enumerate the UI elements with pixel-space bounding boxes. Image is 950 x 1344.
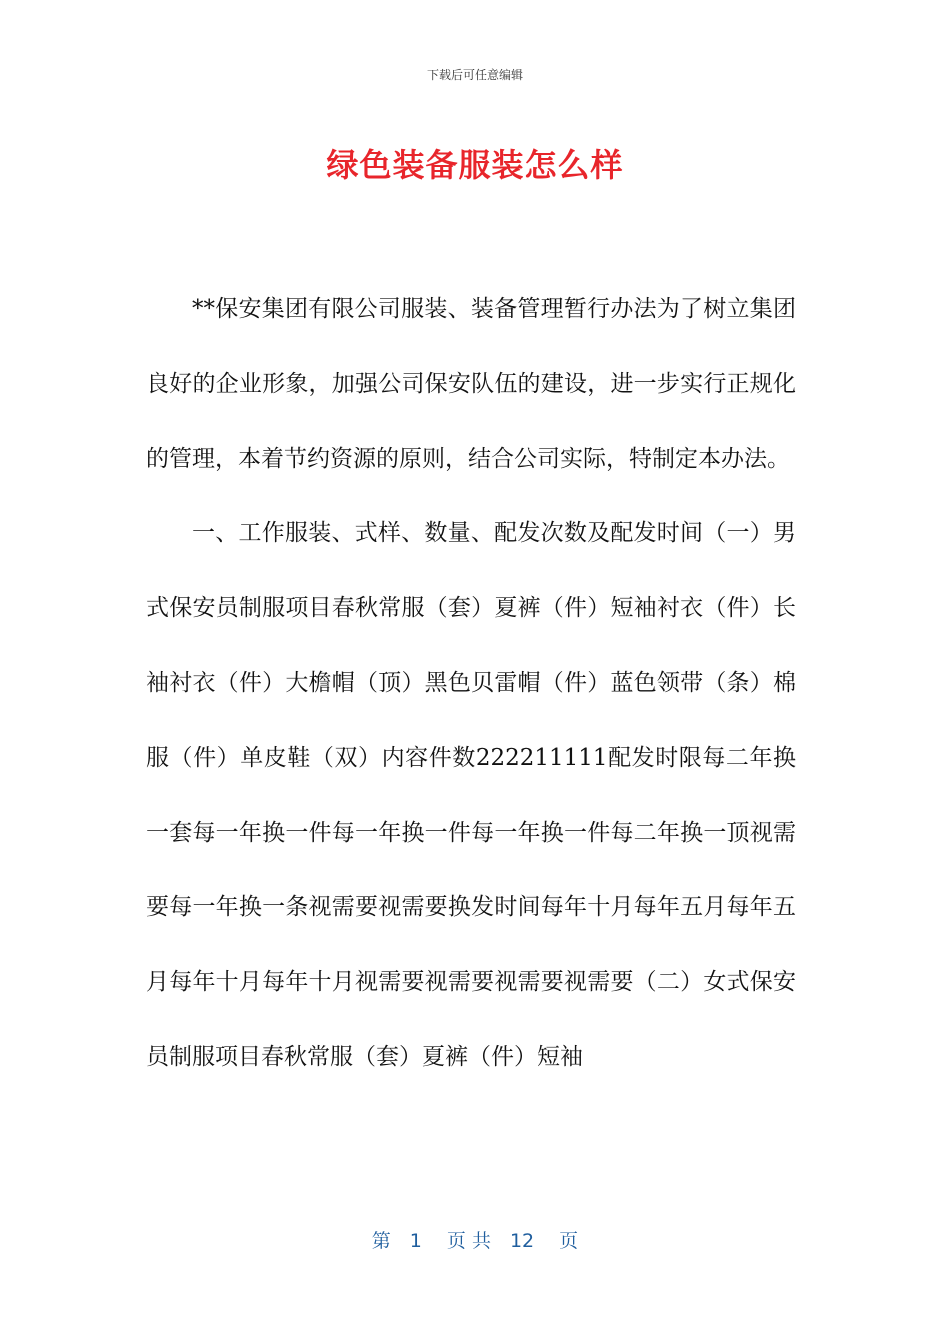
paragraph-section-one: 一、工作服装、式样、数量、配发次数及配发时间（一）男式保安员制服项目春秋常服（套）夏裤（件）短袖衬衣（件）长袖衬衣（件）大檐帽（顶）黑色贝雷帽（件）蓝色领带（条）棉服（件）单皮鞋（双）内容件数222211111配发时限每二年换一套每一年换一件每一年换一件每一年换一件每二年换一顶视需要每一年换一条视需要视需要换发时间每年十月每年五月每年五月每年十月每年十月视需要视需要视需要视需要（二）女式保安员制服项目春秋常服（套）夏裤（件）短袖 (146, 520, 796, 1070)
paragraph-intro: **保安集团有限公司服装、装备管理暂行办法为了树立集团良好的企业形象，加强公司保安队伍的建设，进一步实行正规化的管理，本着节约资源的原则，结合公司实际，特制定本办法。 (146, 296, 796, 472)
document-body (146, 272, 796, 1095)
page-footer: 第 1 页 共 12 页 (371, 1230, 579, 1252)
document-title: 绿色装备服装怎么样 (326, 146, 624, 184)
header-note: 下载后可任意编辑 (426, 68, 523, 82)
